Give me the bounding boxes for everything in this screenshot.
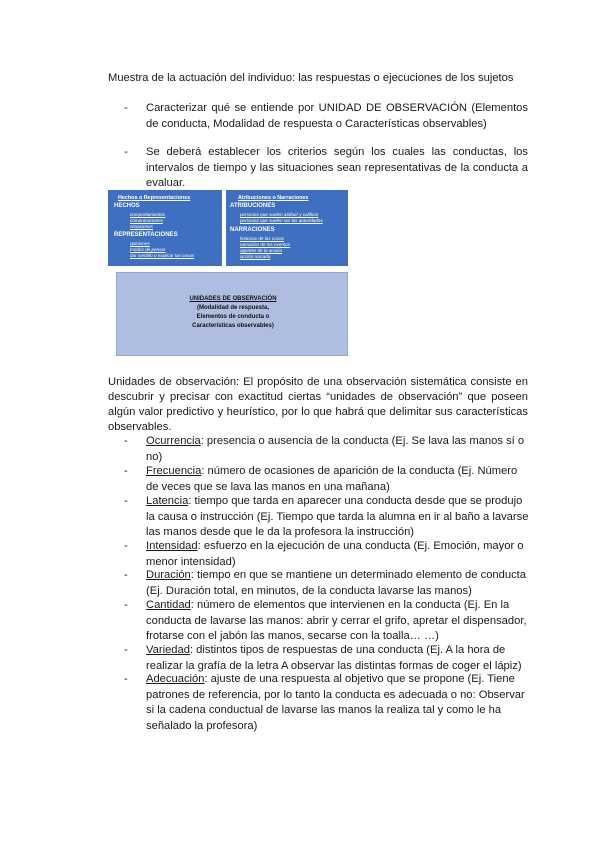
bullet-dash: - bbox=[124, 102, 128, 114]
category-label: ATRIBUCIONES bbox=[230, 203, 276, 209]
category-label: REPRESENTACIONES bbox=[114, 232, 178, 238]
item-text: : esfuerzo en la ejecución de una conducta (Ej. Emoción, mayor o menor intensidad) bbox=[146, 540, 524, 568]
box-heading: Hechos o Representaciones bbox=[118, 195, 191, 201]
bullet-dash: - bbox=[124, 569, 128, 581]
category-item: modos de pensar bbox=[130, 247, 166, 252]
bullet-text: Se deberá establecer los criterios según los cuales las conductas, los intervalos de tiempo y las situaciones sean representativas de la conducta a evaluar. bbox=[146, 146, 528, 189]
item-text: : distintos tipos de respuestas de una conducta (Ej. A la hora de realizar la grafía de la letra A observar las distintas formas de coger el lápiz) bbox=[146, 644, 522, 672]
category-item: narración de los eventos bbox=[240, 242, 291, 247]
item-text: : número de elementos que intervienen en la conducta (Ej. En la conducta de lavarse las manos: abrir y cerrar el grifo, apretar el dispensador, frotarse con el jabón las manos, secarse con la toalla… …) bbox=[146, 599, 527, 642]
box-title: UNIDADES DE OBSERVACIÓN bbox=[189, 296, 277, 302]
box-line: Elementos de conducta o bbox=[196, 314, 270, 320]
category-label: NARRACIONES bbox=[230, 227, 275, 233]
item-term: Intensidad bbox=[146, 540, 198, 552]
bullet-text: Caracterizar qué se entiende por UNIDAD DE OBSERVACIÓN (Elementos de conducta, Modalidad de respuesta o Características observables) bbox=[146, 102, 528, 130]
item-text: : presencia o ausencia de la conducta (Ej. Se lava las manos sí o no) bbox=[146, 435, 525, 463]
box-line: Características observables) bbox=[192, 323, 274, 329]
bullet-dash: - bbox=[124, 599, 128, 611]
bullet-dash: - bbox=[124, 495, 128, 507]
intro-text: Muestra de la actuación del individuo: las respuestas o ejecuciones de los sujetos bbox=[108, 72, 514, 84]
category-item: comportamientos bbox=[130, 212, 166, 217]
item-text: : ajuste de una respuesta al objetivo que se propone (Ej. Tiene patrones de referencia, por lo tanto la conducta es adecuada o no: Observar si la cadena conductual de lavarse las manos la realiza tal y como le ha señalado la profesora) bbox=[146, 673, 525, 732]
bullet-dash: - bbox=[124, 644, 128, 656]
bullet-dash: - bbox=[124, 673, 128, 685]
item-term: Cantidad bbox=[146, 599, 191, 611]
item-text: : tiempo que tarda en aparecer una conducta desde que se produjo la causa o instrucción (Ej. Tiempo que tarda la alumna en ir al baño a lavarse las manos desde que le da la profesora la instrucción) bbox=[146, 495, 529, 538]
category-item: personas que suelen ser las autoridades bbox=[240, 218, 323, 223]
item-term: Latencia bbox=[146, 495, 189, 507]
category-item: dar sentido o explicar las cosas bbox=[130, 253, 195, 258]
category-item: acción narrada bbox=[240, 254, 271, 259]
box-line: (Modalidad de respuesta, bbox=[196, 305, 269, 311]
item-term: Adecuación bbox=[146, 673, 205, 685]
item-text: : tiempo en que se mantiene un determinado elemento de conducta (Ej. Duración total, en minutos, de la conducta lavarse las manos) bbox=[146, 569, 527, 597]
bullet-dash: - bbox=[124, 465, 128, 477]
bullet-dash: - bbox=[124, 435, 128, 447]
category-item: historias de las cosas bbox=[240, 236, 284, 241]
item-term: Variedad bbox=[146, 644, 190, 656]
category-item: personas que suelen atribuir y calificar bbox=[240, 212, 319, 217]
item-text: : número de ocasiones de aparición de la conducta (Ej. Número de veces que se lava las manos en una mañana) bbox=[146, 465, 518, 493]
category-label: HECHOS bbox=[114, 203, 140, 209]
category-item: comunicaciones bbox=[130, 218, 163, 223]
attributions-narrations-box bbox=[226, 190, 348, 266]
category-item: opiniones bbox=[130, 241, 150, 246]
facts-representations-box bbox=[108, 190, 222, 266]
category-item: agentes de la acción bbox=[240, 248, 283, 253]
item-term: Frecuencia bbox=[146, 465, 202, 477]
item-term: Ocurrencia bbox=[146, 435, 201, 447]
bullet-dash: - bbox=[124, 146, 128, 158]
item-term: Duración bbox=[146, 569, 191, 581]
units-paragraph: Unidades de observación: El propósito de una observación sistemática consiste en descubrir y precisar con exactitud ciertas “unidades de observación” que poseen algún valor predictivo y heurístico, por lo que habrá que delimitar sus características observables. bbox=[108, 376, 528, 433]
box-heading: Atribuciones o Narraciones bbox=[238, 195, 309, 201]
observation-units-box bbox=[116, 272, 348, 356]
bullet-dash: - bbox=[124, 540, 128, 552]
category-item: situaciones bbox=[130, 224, 153, 229]
